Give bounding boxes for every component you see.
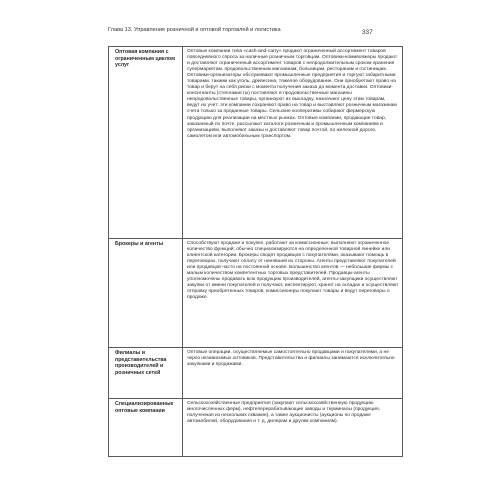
description-text: Способствуют продаже и покупке, работают за комиссионные; выполняют ограниченное количество функций; обычно специализируются на определенной товарной линейке или клиентской категории. Брокеры сводят продавцов с покупателями, оказывают помощь в переговорах, получают оплату от нанявшей их стороны. Агенты представляют покупателей или продавцов часто на постоянной основе. Большинство агентов — небольшие фирмы с малым количеством компетентных торговых представителей. Продавцы-агенты уполномочены продавать всю продукцию производителей, агенты-закупщики осуществляют закупки от имени покупателей и получают, инспектируют, хранят на складах и осуществляют отправку приобретенных товаров; комиссионеры покупают товары и ведут переговоры о продаже. xyxy=(187,241,399,301)
category-label: Оптовая компания с ограниченным циклом услуг xyxy=(115,49,176,69)
category-cell xyxy=(109,399,183,457)
category-cell xyxy=(109,348,183,399)
description-cell xyxy=(183,47,403,239)
category-label: Филиалы и представительства производителей и розничных сетей xyxy=(115,350,167,376)
description-text: Оптовые операции, осуществляемые самостоятельно продавцами и покупателями, а не через независимых оптовиков. Представительства и филиалы занимаются исключительно закупками и продажами. xyxy=(187,350,395,368)
table-row xyxy=(109,239,403,348)
description-cell xyxy=(183,239,403,348)
page-number: 337 xyxy=(362,29,373,36)
category-label: Специализированные оптовые компании xyxy=(115,401,174,414)
table-row xyxy=(109,399,403,457)
category-cell xyxy=(109,47,183,239)
running-header: Глава 13. Управление розничной и оптовой торговлей и логистика xyxy=(108,27,281,33)
category-cell xyxy=(109,239,183,348)
wholesaler-types-table xyxy=(108,46,403,457)
description-cell xyxy=(183,399,403,457)
description-text: Сельскохозяйственные предприятия (закупают сельскохозяйственную продукцию многочисленных ферм), нефтеперерабатывающие заводы и терминалы (продукция, полученная из нескольких скважин), а также аукционисты (аукционы по продаже автомобилей, оборудования и т. д. дилерам и другим компаниям). xyxy=(187,401,380,425)
description-text: Оптовые компании типа «cash-and-carry» продают ограниченный ассортимент товаров повседневного спроса за наличные розничным торговцам. Оптовики-комивояжеры продают и доставляют ограниченный ассортимент товаров с непродолжительным сроком хранения супермаркетам, продовольственным магазинам, больницам, ресторанам и гостиницам. Оптовики-организаторы обслуживают промышленные предприятия и торгуют габаритными товарами, такими как уголь, древесина, тяжелое оборудование. Они приобретают право на товар и берут на себя риски с момента получения заказа до момента доставки. Оптовики-консигнанты (стеллажисты) поставляют в продовольственные магазины непродовольственные товары, организуют их выкладку, назначают цену этим товарам, ведут их учет; эти компании сохраняют право на товар и выставляют розничным магазинам счета только за проданные товары. Сельские кооперативы собирают фермерскую продукцию для реализации на местных рынках. Оптовые компании, продающие товар, заказанный по почте, рассылают каталоги розничным и промышленным компаниям и организациям, выполняют заказы и доставляют товар почтой, по железной дороге, самолетом или автомобильным транспортом. xyxy=(187,49,398,139)
table-row xyxy=(109,47,403,239)
table-row xyxy=(109,348,403,399)
category-label: Брокеры и агенты xyxy=(115,241,164,247)
description-cell xyxy=(183,348,403,399)
